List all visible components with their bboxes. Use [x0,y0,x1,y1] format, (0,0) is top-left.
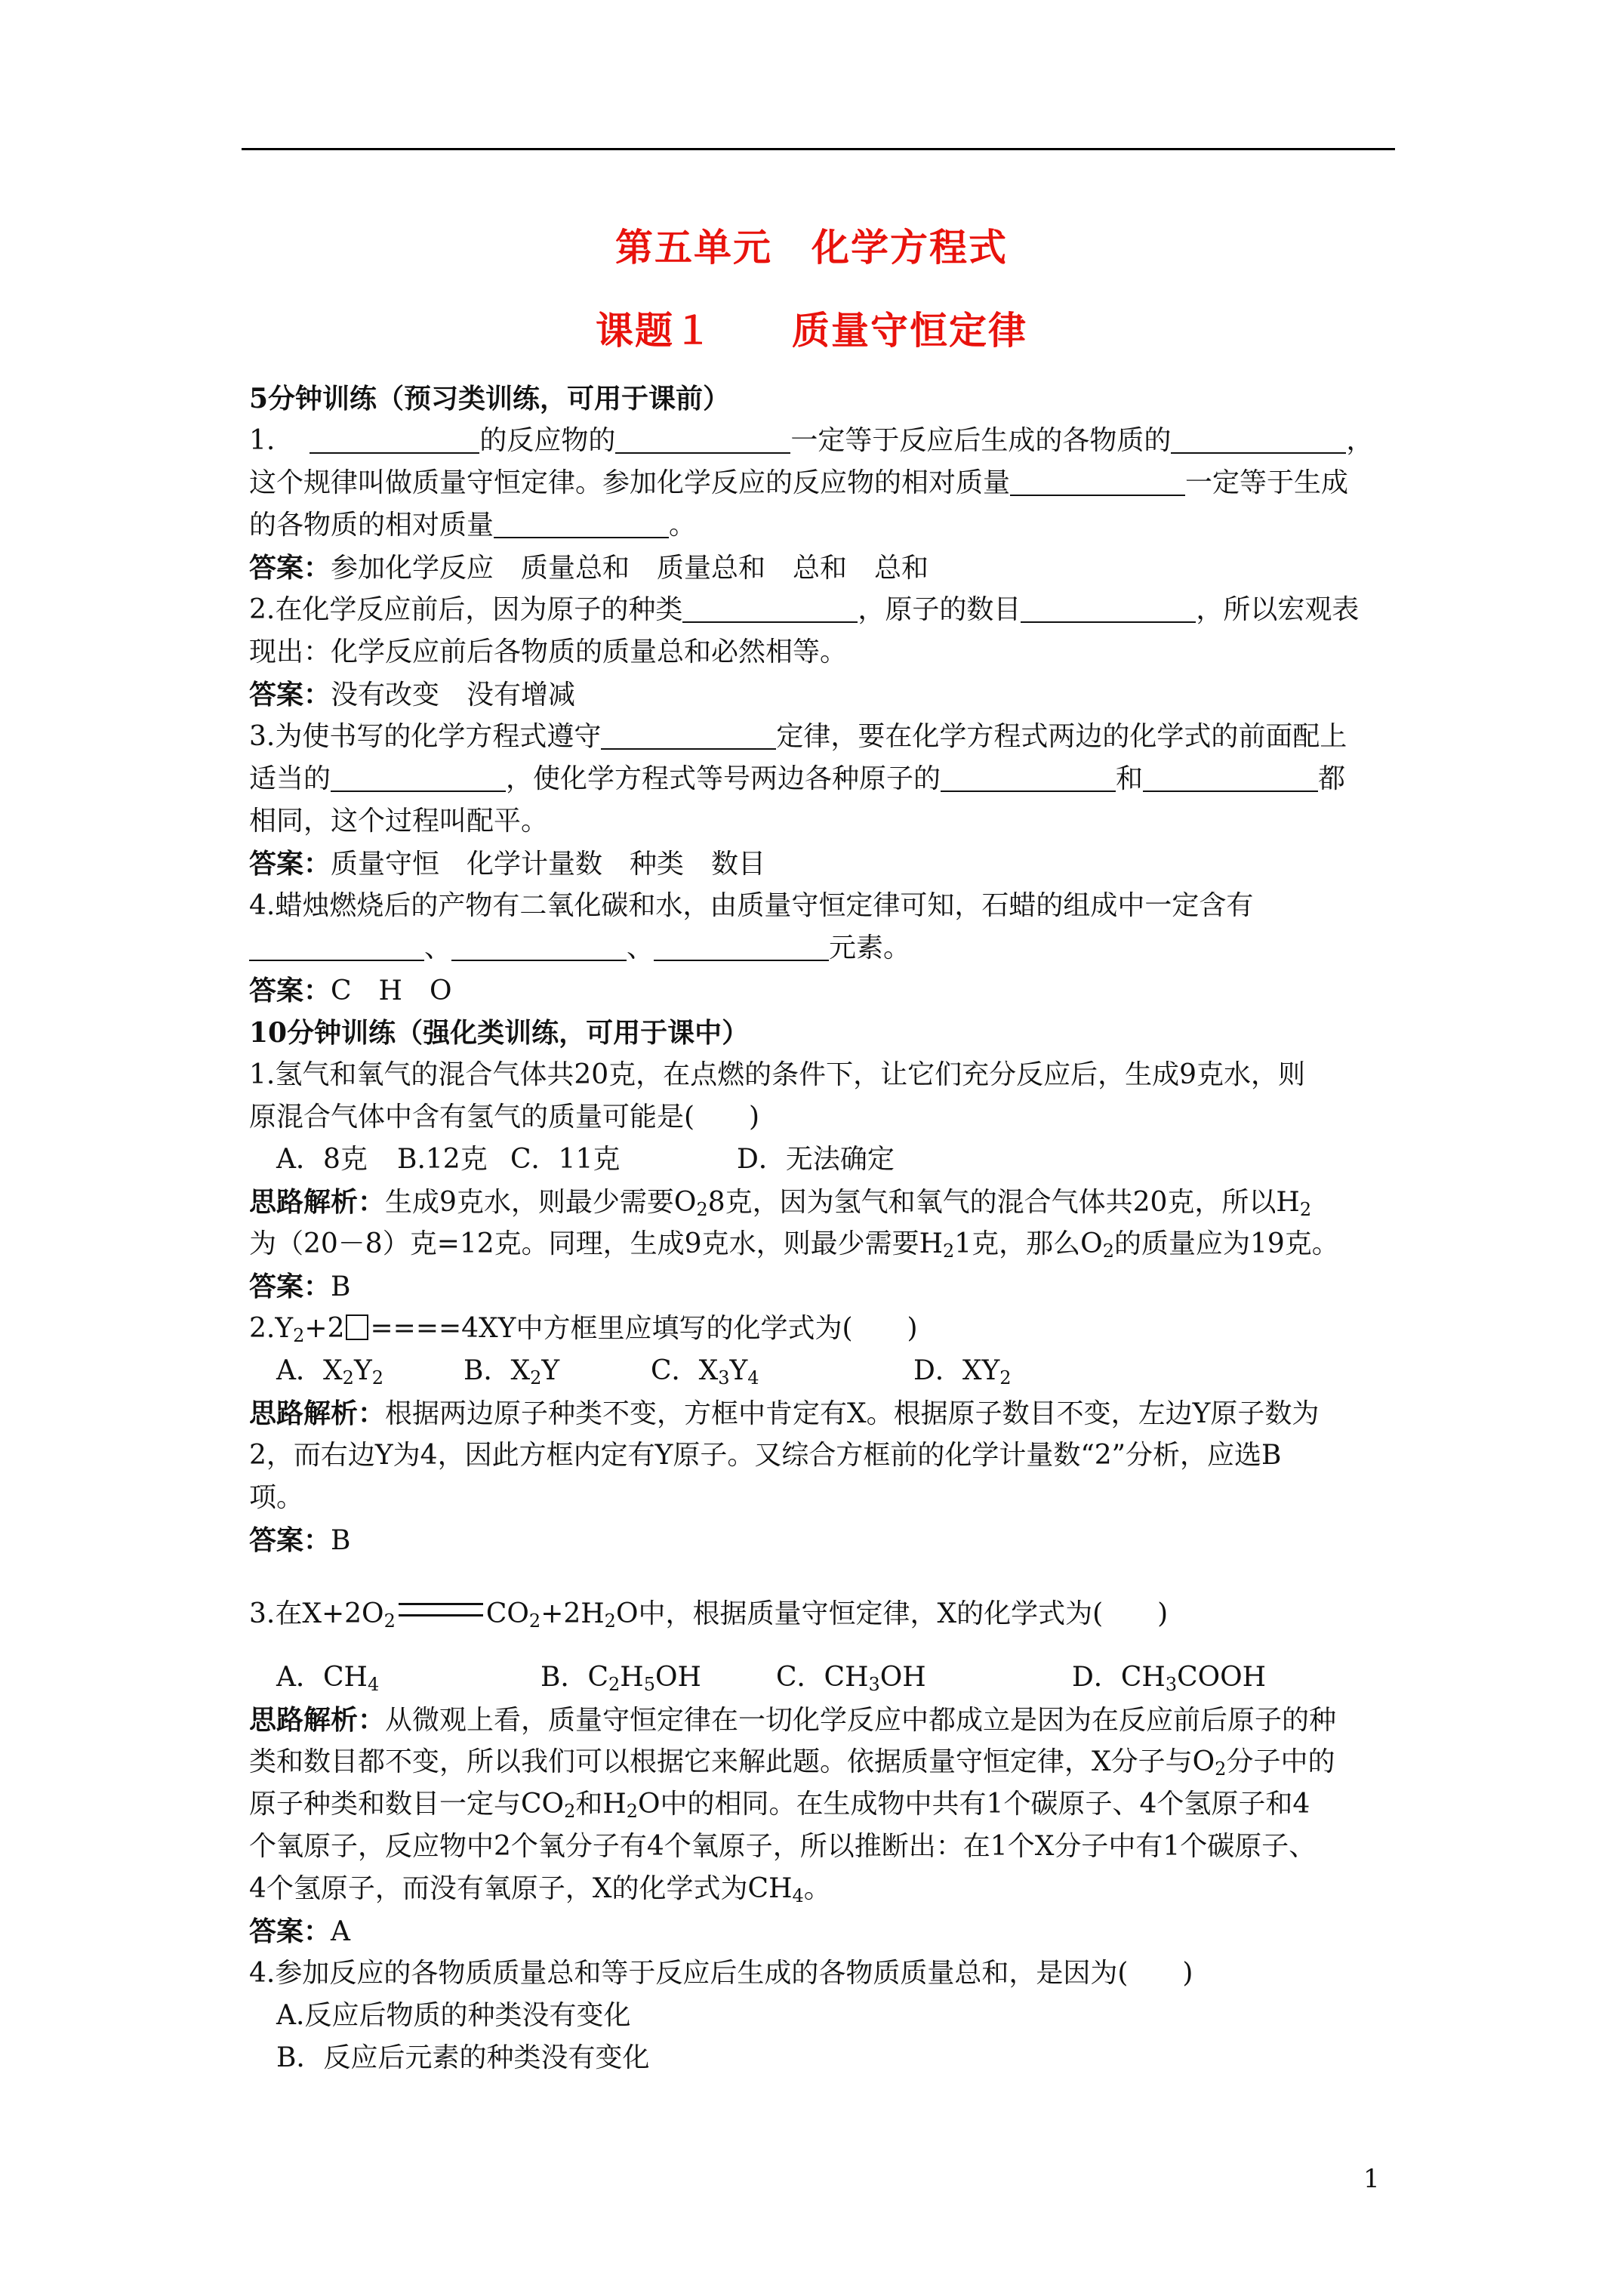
options-line [249,1350,1397,1392]
answer-blank [494,507,669,538]
question-line: 、 、 元素。 [249,927,1397,969]
question-line: 3.在$X+2O_2$ $CO_2+2H_2O$中，根据质量守恒定律，X的化学式为( ) [249,1598,1169,1632]
answer-line: 答案：B [249,1271,351,1302]
answer-blank [615,422,790,454]
answer-line: 答案：C H O [249,975,452,1006]
option: B．$C_2H_5OH$ [540,1662,701,1695]
answer-blank [941,760,1116,792]
answer-blank [1021,591,1196,623]
lesson-title: 课题１ 质量守恒定律 [596,308,1027,353]
explanation-line: 思路解析：从微观上看，质量守恒定律在一切化学反应中都成立是因为在反应前后原子的种 [249,1704,1337,1736]
question-line: 1.氢气和氧气的混合气体共20克，在点燃的条件下，让它们充分反应后，生成9克水，则 [249,1059,1306,1090]
unit-title: 第五单元 化学方程式 [615,225,1008,270]
explanation-line: 思路解析：生成9克水，则最少需要$O_28$克，因为氢气和氧气的混合气体共20克，所以$H_2$ [249,1186,1312,1220]
explanation-line: 原子种类和数目一定与$CO_2$和$H_2O$中的相同。在生成物中共有1个碳原子、4个氢原子和4 [249,1789,1310,1822]
question-line: 4.蜡烛燃烧后的产物有二氧化碳和水，由质量守恒定律可知，石蜡的组成中一定含有 [249,890,1254,921]
answer-line: 答案：参加化学反应 质量总和 质量总和 总和 总和 [249,552,929,584]
explanation-line: 2，而右边Y为4，因此方框内定有Y原子。又综合方框前的化学计量数“2”分析，应选B [249,1440,1282,1471]
question-line: 原混合气体中含有氢气的质量可能是( ) [249,1102,760,1133]
option: D．无法确定 [737,1144,895,1175]
options-line [249,1646,1397,1699]
question-line: 4.参加反应的各物质质量总和等于反应后生成的各物质质量总和，是因为( ) [249,1958,1193,1989]
question-line: 现出：化学反应前后各物质的质量总和必然相等。 [249,636,848,667]
options-line [249,1139,1397,1181]
question-line: 适当的 ，使化学方程式等号两边各种原子的 和 都 [249,758,1397,800]
header-rule [242,148,1395,150]
answer-blank [310,422,479,454]
option: D．$XY_2$ [913,1355,1012,1388]
option: C．11克 [510,1144,621,1175]
explanation-line: 个氧原子，反应物中2个氧分子有4个氧原子，所以推断出：在1个X分子中有1个碳原子、 [249,1831,1317,1862]
answer-line: 答案：A [249,1915,351,1947]
explanation-line: 类和数目都不变，所以我们可以根据它来解此题。依据质量守恒定律，X分子与$O_2$分子中的 [249,1746,1335,1780]
question-line: 这个规律叫做质量守恒定律。参加化学反应的反应物的相对质量 一定等于生成 [249,462,1397,504]
question-line: 1. 的反应物的 一定等于反应后生成的各物质的 ， [249,420,1397,462]
question-line: $2.Y_2+2 ====4XY$中方框里应填写的化学式为( ) [249,1313,918,1346]
document-body [249,378,1397,2079]
option: C．$X_3Y_4$ [651,1355,759,1388]
section-heading: 5分钟训练（预习类训练，可用于课前） [249,383,731,415]
option: D．$CH_3COOH$ [1072,1662,1267,1695]
answer-blank [654,929,829,961]
option: B.12克 [397,1144,488,1175]
question-line: 相同，这个过程叫配平。 [249,806,549,837]
answer-blank [451,929,627,961]
option: A.反应后物质的种类没有变化 [276,2000,631,2031]
blank-box-icon [346,1314,368,1340]
answer-blank [1143,760,1318,792]
answer-blank [1171,422,1346,454]
answer-blank [601,718,776,750]
equation-sign [399,1603,483,1616]
option: C．$CH_3OH$ [776,1662,926,1695]
page-number: 1 [1363,2164,1380,2194]
explanation-line: 为（20－8）克=12克。同理，生成9克水，则最少需要$H_21$克，那么$O_2$的质量应为19克。 [249,1228,1339,1262]
answer-blank [249,929,424,961]
question-line: 3.为使书写的化学方程式遵守 定律，要在化学方程式两边的化学式的前面配上 [249,716,1397,758]
answer-blank [331,760,506,792]
explanation-line: 思路解析：根据两边原子种类不变，方框中肯定有X。根据原子数目不变，左边Y原子数为 [249,1398,1320,1429]
section-heading: 10分钟训练（强化类训练，可用于课中） [249,1017,750,1049]
option: B．$X_2Y$ [463,1355,560,1388]
answer-line: 答案：没有改变 没有增减 [249,679,576,710]
question-line: 的各物质的相对质量 。 [249,504,1397,547]
question-line: 2.在化学反应前后，因为原子的种类 ，原子的数目 ，所以宏观表 [249,589,1397,631]
explanation-line: 项。 [249,1482,304,1513]
answer-blank [1010,464,1185,496]
answer-line: 答案：质量守恒 化学计量数 种类 数目 [249,848,766,880]
option: A．$X_2Y_2$ [276,1355,383,1388]
option: B．反应后元素的种类没有变化 [276,2042,650,2073]
option: A．8克 [276,1144,368,1175]
option: A．$CH_4$ [276,1662,380,1695]
explanation-line: 4个氢原子，而没有氧原子，X的化学式为$CH_4$。 [249,1873,831,1906]
answer-line: 答案：B [249,1524,351,1556]
answer-blank [682,591,858,623]
